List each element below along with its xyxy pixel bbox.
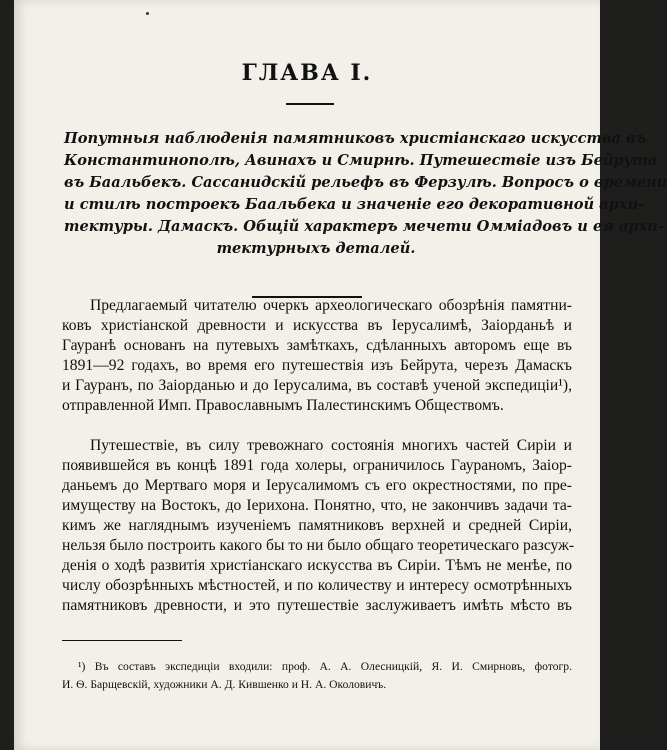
summary-line: тектуры. Дамаскъ. Общій характеръ мечети Оммiадовъ и ея архи- xyxy=(64,218,664,235)
footnote-divider xyxy=(62,640,182,641)
footnote-line: ¹) Въ составъ экспедиціи входили: проф. А. А. Олесницкій, Я. И. Смирновъ, фотогр. xyxy=(78,660,572,673)
text-line: Предлагаемый читателю очеркъ археологическаго обозрѣнія памятни- xyxy=(90,297,572,314)
text-line: денія о ходѣ развитія христіанскаго искусства въ Сиріи. Тѣмъ не менѣе, по xyxy=(62,557,572,574)
book-page xyxy=(14,0,667,750)
summary-line: Константинополѣ, Авинахъ и Смирнѣ. Путешествіе изъ Бейрута xyxy=(64,152,658,169)
text-line: Путешествіе, въ силу тревожнаго состоянія многихъ частей Сиріи и xyxy=(90,437,572,454)
text-line: появившейся въ концѣ 1891 года холеры, ограничилось Гаураномъ, Заіор- xyxy=(62,457,572,474)
summary-line: въ Баальбекъ. Сассанидскій рельефъ въ Ферзулѣ. Вопросъ о времени xyxy=(64,174,667,191)
text-line: Гауранѣ основанъ на путевыхъ замѣткахъ, сдѣланныхъ авторомъ еще въ xyxy=(62,337,572,354)
paragraph-2 xyxy=(62,436,575,616)
chapter-summary xyxy=(64,128,667,260)
paragraph-1 xyxy=(62,296,572,416)
text-line: числу обозрѣнныхъ мѣстностей, и по количеству и интересу осмотрѣнныхъ xyxy=(62,577,572,594)
footnote xyxy=(62,658,572,694)
summary-line: и стилѣ построекъ Баальбека и значеніе его декоративной архи- xyxy=(64,196,645,213)
text-line: даньемъ до Мертваго моря и Іерусалимомъ съ его окрестностями, по пре- xyxy=(62,477,572,494)
summary-line: тектурныхъ деталей. xyxy=(216,240,416,257)
text-line: памятниковъ древности, и это путешествіе заслуживаетъ имѣть мѣсто въ xyxy=(62,597,572,614)
text-line: кимъ же нагляднымъ изученіемъ памятниковъ верхней и средней Сиріи, xyxy=(62,517,572,534)
text-line: ковъ христіанской древности и искусства въ Іерусалимѣ, Заіорданьѣ и xyxy=(62,317,572,334)
text-line: 1891—92 годахъ, во время его путешествія изъ Бейрута, черезъ Дамаскъ xyxy=(62,357,572,374)
heading-divider xyxy=(286,103,334,105)
summary-line: Попутныя наблюденія памятниковъ христіанскаго искусства въ xyxy=(64,130,647,147)
text-line: отправленной Имп. Православнымъ Палестинскимъ Обществомъ. xyxy=(62,397,504,414)
text-line: имуществу на Востокъ, до Іерихона. Понятно, что, не закончивъ задачи та- xyxy=(62,497,572,514)
text-line: и Гауранъ, по Заіорданью и до Іерусалима, въ составѣ ученой экспедиціи¹), xyxy=(62,377,572,394)
text-line: нельзя было построить какого бы то ни было общаго теоретическаго разсуж- xyxy=(62,537,575,554)
footnote-line: И. Ѳ. Барщевскій, художники А. Д. Кившенко и Н. А. Околовичъ. xyxy=(62,678,387,691)
chapter-heading: ГЛАВА I. xyxy=(241,60,373,86)
page-speck xyxy=(146,12,149,15)
